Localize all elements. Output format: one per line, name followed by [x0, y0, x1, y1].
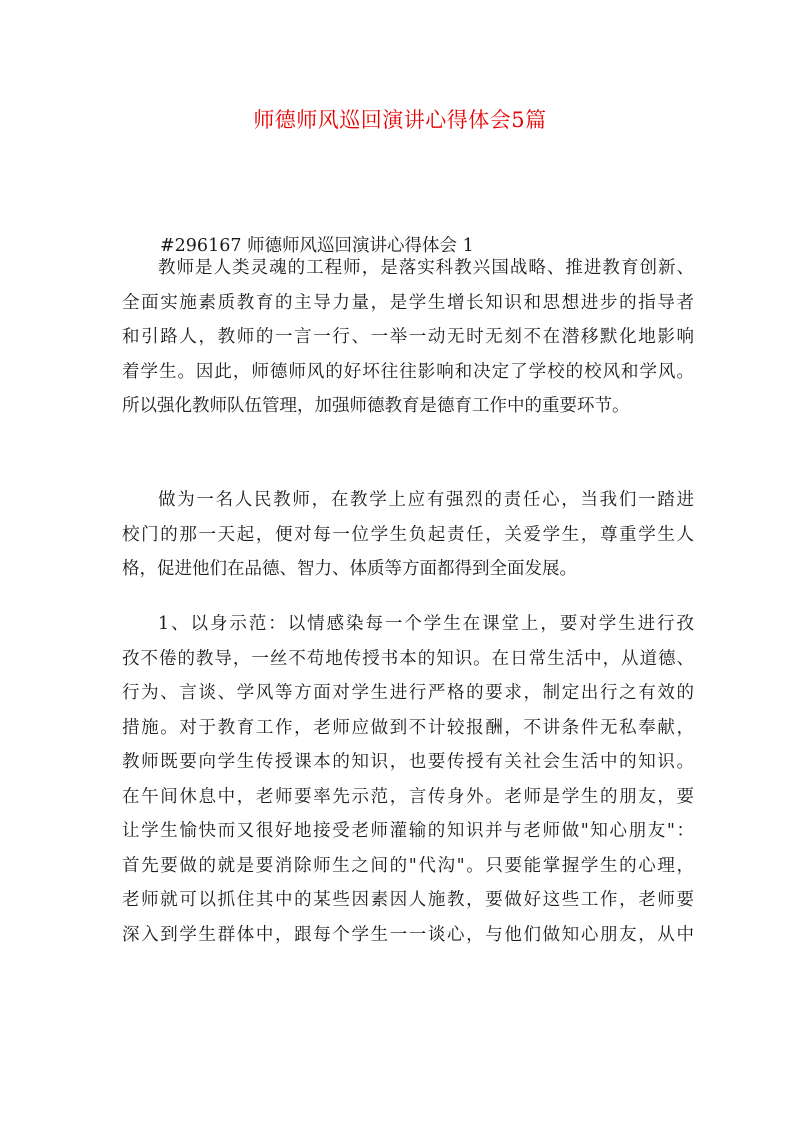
paragraph-line: 和引路人，教师的一言一行、一举一动无时无刻不在潜移默化地影响	[122, 327, 694, 347]
section-heading: #296167 师德师风巡回演讲心得体会 1	[160, 236, 474, 256]
paragraph-line: 教师是人类灵魂的工程师，是落实科教兴国战略、推进教育创新、	[158, 258, 694, 278]
paragraph-line: 在午间休息中，老师要率先示范，言传身外。老师是学生的朋友，要	[122, 786, 694, 807]
paragraph-line: 孜不倦的教导，一丝不苟地传授书本的知识。在日常生活中，从道德、	[122, 648, 694, 669]
paragraph-3	[122, 607, 694, 952]
paragraph-line: 校门的那一天起，便对每一位学生负起责任，关爱学生，尊重学生人	[122, 524, 694, 545]
paragraph-line: 所以强化教师队伍管理，加强师德教育是德育工作中的重要环节。	[122, 396, 630, 416]
document-title: 师德师风巡回演讲心得体会5篇	[253, 108, 547, 132]
paragraph-line: 1、以身示范：以情感染每一个学生在课堂上，要对学生进行孜	[158, 614, 694, 634]
paragraph-line: 行为、言谈、学风等方面对学生进行严格的要求，制定出行之有效的	[122, 683, 694, 703]
paragraph-line: 让学生愉快而又很好地接受老师灌输的知识并与老师做"知心朋友"：	[122, 821, 694, 841]
paragraph-line: 深入到学生群体中，跟每个学生一一谈心，与他们做知心朋友，从中	[122, 924, 694, 945]
paragraph-line: 全面实施素质教育的主导力量，是学生增长知识和思想进步的指导者	[122, 292, 694, 313]
paragraph-line: 措施。对于教育工作，老师应做到不计较报酬，不讲条件无私奉献，	[122, 717, 694, 738]
paragraph-line: 格，促进他们在品德、智力、体质等方面都得到全面发展。	[122, 559, 577, 579]
paragraph-1	[122, 251, 694, 424]
paragraph-line: 做为一名人民教师，在教学上应有强烈的责任心，当我们一踏进	[158, 490, 694, 510]
paragraph-line: 首先要做的就是要消除师生之间的"代沟"。只要能掌握学生的心理，	[122, 855, 694, 876]
paragraph-2	[122, 483, 694, 587]
paragraph-line: 教师既要向学生传授课本的知识，也要传授有关社会生活中的知识。	[122, 752, 694, 772]
paragraph-line: 老师就可以抓住其中的某些因素因人施教，要做好这些工作，老师要	[122, 890, 694, 910]
paragraph-line: 着学生。因此，师德师风的好坏往往影响和决定了学校的校风和学风。	[122, 361, 694, 382]
